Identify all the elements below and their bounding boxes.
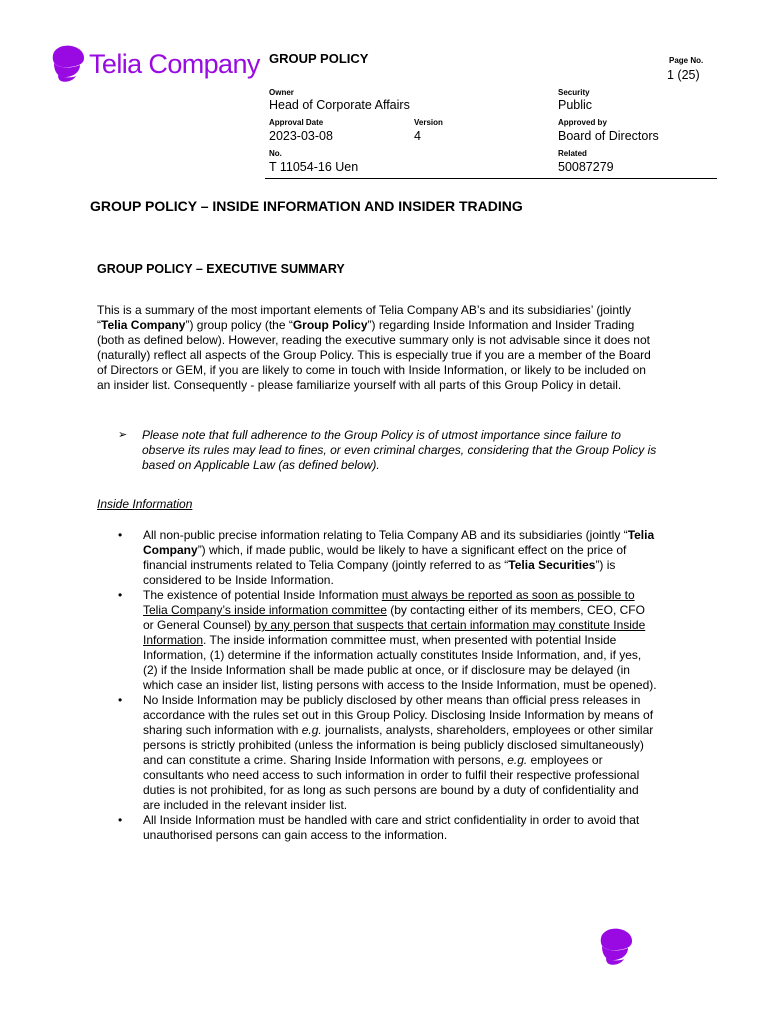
- list-item: [118, 528, 658, 588]
- approval-date-value: 2023-03-08: [269, 129, 333, 143]
- bullet-icon: •: [118, 528, 123, 542]
- owner-value: Head of Corporate Affairs: [269, 98, 410, 112]
- telia-company-logo: [50, 44, 260, 84]
- item-underlined: by any person that suspects that certain information may constitute Inside Information: [143, 618, 646, 647]
- item-italic: e.g.: [301, 723, 322, 737]
- security-value: Public: [558, 98, 593, 112]
- item-bold: Telia Company: [143, 528, 655, 557]
- item-text: No Inside Information may be publicly disclosed by other means than official press releases in accordance with the rules set out in this Group Policy. Disclosing Inside Information by means of sharing such information with: [143, 693, 654, 737]
- bullet-icon: •: [118, 693, 123, 707]
- item-text: ”) is considered to be Inside Information.: [143, 558, 616, 587]
- item-underlined: must always be reported as soon as possible to Telia Company’s inside information committee: [143, 588, 635, 617]
- inside-information-heading: Inside Information: [97, 497, 193, 511]
- bullet-icon: •: [118, 588, 123, 602]
- summary-text-3: ”) regarding Inside Information and Insider Trading (both as defined below). However, reading the executive summary only is not advisable since it does not (naturally) reflect all aspects of the Group Policy. This is especially true if you are a member of the Board of Directors or GEM, if you are likely to come in touch with Inside Information, or likely to be included on an insider list. Consequently - please familiarize yourself with all parts of this Group Policy in detail.: [97, 318, 651, 392]
- document-title: GROUP POLICY – INSIDE INFORMATION AND INSIDER TRADING: [90, 198, 523, 214]
- approved-by-value: Board of Directors: [558, 129, 659, 143]
- list-item: [118, 813, 658, 843]
- item-text: (by contacting either of its members, CEO, CFO or General Counsel): [143, 603, 645, 632]
- item-text: . The inside information committee must, when presented with potential Inside Information, (1) determine if the information actually constitutes Inside Information, and, if yes, (2) if the Inside Information shall be made public at once, or if disclosure may be delayed (in which case an insider list, listing persons with access to the Inside Information, must be opened).: [143, 633, 657, 692]
- bullet-icon: •: [118, 813, 123, 827]
- approved-by-label: Approved by: [558, 118, 607, 127]
- list-item: [118, 588, 658, 693]
- telia-pebble-icon: [50, 44, 86, 84]
- related-value: 50087279: [558, 160, 614, 174]
- related-label: Related: [558, 149, 587, 158]
- no-label: No.: [269, 149, 282, 158]
- header-title: GROUP POLICY: [269, 51, 369, 66]
- header-divider: [265, 178, 717, 179]
- summary-bold-2: Group Policy: [292, 318, 368, 332]
- summary-text-1: This is a summary of the most important elements of Telia Company AB’s and its subsidiaries’ (jointly “: [97, 303, 631, 332]
- summary-text-2: ”) group policy (the “: [185, 318, 293, 332]
- inside-information-list: [118, 528, 658, 843]
- page-no-label: Page No.: [669, 56, 704, 65]
- item-text: All Inside Information must be handled with care and strict confidentiality in order to avoid that unauthorised persons can gain access to the information.: [143, 813, 640, 842]
- owner-label: Owner: [269, 88, 294, 97]
- adherence-note: [118, 428, 658, 473]
- no-value: T 11054-16 Uen: [269, 160, 359, 174]
- approval-date-label: Approval Date: [269, 118, 324, 127]
- note-text: Please note that full adherence to the Group Policy is of utmost importance since failure to observe its rules may lead to fines, or even criminal charges, considering that the Group Policy is based on Applicable Law (as defined below).: [142, 428, 657, 472]
- telia-pebble-footer-icon: [596, 927, 636, 967]
- version-value: 4: [414, 129, 421, 143]
- item-text: The existence of potential Inside Information: [143, 588, 382, 602]
- item-italic: e.g.: [507, 753, 528, 767]
- security-label: Security: [558, 88, 590, 97]
- section-title: GROUP POLICY – EXECUTIVE SUMMARY: [97, 262, 345, 276]
- item-text: employees or consultants who need access to such information in order to fulfil their respective professional duties is not prohibited, for as long as such persons are bound by a duty of confidentiality and are included in the relevant insider list.: [143, 753, 640, 812]
- arrow-bullet-icon: ➢: [118, 429, 128, 441]
- page-no-value: 1 (25): [667, 68, 700, 82]
- summary-paragraph: [97, 303, 657, 393]
- list-item: [118, 693, 658, 813]
- logo-wordmark: Telia Company: [89, 48, 260, 79]
- item-text: All non-public precise information relating to Telia Company AB and its subsidiaries (jointly “: [143, 528, 628, 542]
- version-label: Version: [414, 118, 443, 127]
- summary-bold-1: Telia Company: [101, 318, 186, 332]
- item-text: ”) which, if made public, would be likely to have a significant effect on the price of financial instruments related to Telia Company (jointly referred to as “: [143, 543, 627, 572]
- item-text: journalists, analysts, shareholders, employees or other similar persons is strictly prohibited (unless the information is being publicly disclosed simultaneously) and can constitute a crime. Sharing Inside Information with persons,: [143, 723, 654, 767]
- item-bold: Telia Securities: [508, 558, 596, 572]
